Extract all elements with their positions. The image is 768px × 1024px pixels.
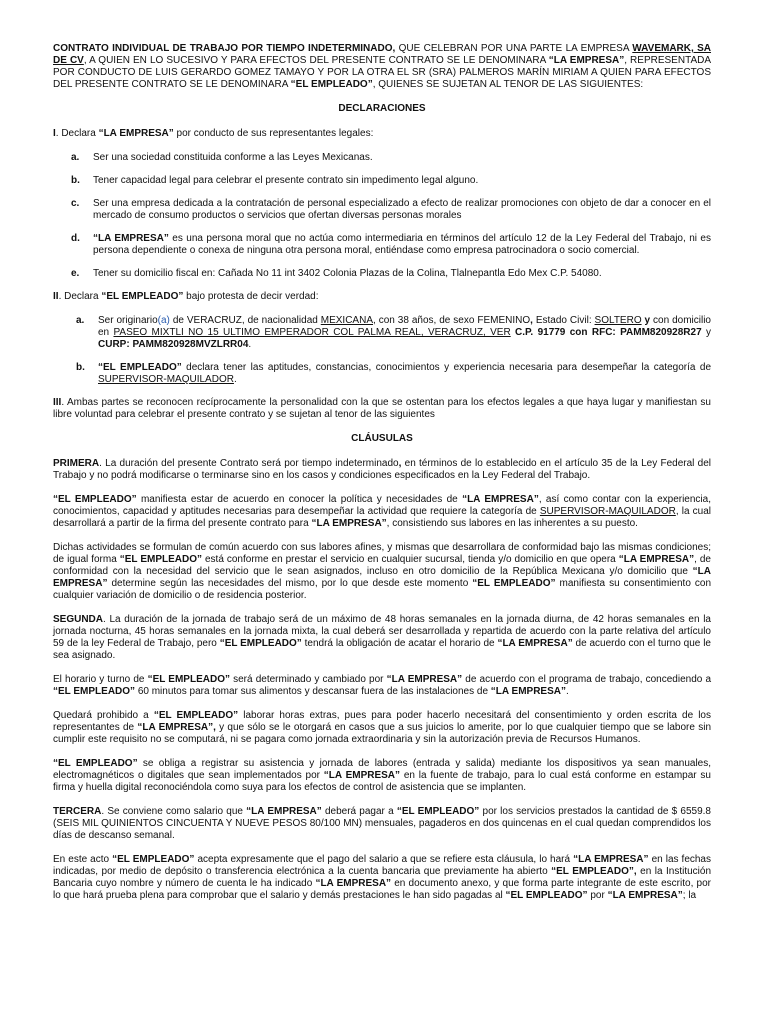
job-category: SUPERVISOR-MAQUILADOR — [98, 374, 234, 385]
conjunction-2: y — [701, 327, 711, 338]
curp: CURP: PAMM820928MVZLRR04 — [98, 339, 249, 350]
la-empresa: “LA EMPRESA” — [323, 770, 401, 781]
declaration-1-item-e — [53, 268, 711, 280]
item-text — [98, 362, 711, 386]
declaration-1-text-1: . Declara — [55, 128, 99, 139]
text: ; la — [682, 890, 697, 901]
clause-tercera — [53, 806, 711, 842]
declaration-1-item-c — [53, 198, 711, 222]
text: . La duración de la jornada de trabajo será de un máximo de 48 horas semanales en la jornada diurna, de 42 horas semanales en la jornada nocturna, 45 horas semanales en la jornada mixta, la cual deberá ser desarrollada y repartida de acuerdo con la parte relativa del artículo 59 de la ley Federal de Trabajo, pero — [53, 614, 711, 649]
comma: , — [398, 458, 402, 469]
paragraph-en-este-acto — [53, 854, 711, 902]
item-rest: declara tener las aptitudes, constancias, conocimientos y experiencia necesaria para desempeñar la categoría de — [181, 362, 712, 373]
declaration-3-number: III — [53, 397, 62, 408]
job-category: SUPERVISOR-MAQUILADOR — [539, 506, 676, 517]
declaration-2-item-b — [53, 362, 711, 386]
state-text: de VERACRUZ, de nacionalidad — [169, 315, 321, 326]
text: Dichas actividades se formulan de común acuerdo con sus labores afines, y mismas que desarrollara de conformidad bajo las mismas condiciones; de igual forma — [53, 542, 711, 565]
la-empresa: “LA EMPRESA” — [246, 806, 322, 817]
item-text: Ser una empresa dedicada a la contratación de personal especializado a efecto de realizar promociones con objeto de dar a conocer en el mercado de consumo productos o servicios que ofertan diversas personas morales — [93, 198, 711, 221]
postal-rfc: C.P. 91779 con RFC: PAMM820928R27 — [510, 327, 702, 338]
declaration-3-text: . Ambas partes se reconocen recíprocamente la personalidad con la que se ostentan para los efectos legales a que haya lugar y manifiestan su libre voluntad para celebrar el presente contrato y se sujetan al tenor de las siguientes — [53, 397, 711, 420]
intro-text-4: , QUIENES SE SUJETAN AL TENOR DE LAS SIGUIENTES: — [372, 79, 644, 90]
el-empleado: “EL EMPLEADO”, — [551, 866, 637, 877]
item-text: Tener capacidad legal para celebrar el presente contrato sin impedimento legal alguno. — [93, 175, 479, 186]
text: de acuerdo con el programa de trabajo, concediendo a — [462, 674, 712, 685]
item-text — [93, 233, 711, 257]
item-letter: b. — [71, 175, 80, 186]
el-empleado: “EL EMPLEADO” — [396, 806, 480, 817]
el-empleado: “EL EMPLEADO” — [147, 674, 230, 685]
text: tendrá la obligación de acatar el horario de — [301, 638, 498, 649]
el-empleado: “EL EMPLEADO” — [505, 890, 588, 901]
declaration-1-la-empresa: “LA EMPRESA” — [98, 128, 174, 139]
text: manifiesta su consentimiento con cualquier variación de domicilio o de residencia posterior. — [53, 578, 712, 601]
comma: , — [530, 315, 533, 326]
item-bold: “LA EMPRESA” — [93, 233, 169, 244]
text: está conforme en prestar el servicio en cualquier sucursal, tienda y/o domicilio en que opera — [202, 554, 619, 565]
clause-label: SEGUNDA — [53, 614, 104, 625]
declaration-1-text-2: por conducto de sus representantes legales: — [173, 128, 374, 139]
text: . Se conviene como salario que — [101, 806, 247, 817]
paragraph-dichas — [53, 542, 711, 602]
text: en la fuente de trabajo, para lo cual está conforme en estampar su firma y huella digital reconociéndola como suya para los efectos de control de asistencia que se implanten. — [53, 770, 711, 793]
text: por — [587, 890, 608, 901]
el-empleado: “EL EMPLEADO” — [53, 686, 136, 697]
text: Quedará prohibido a — [53, 710, 154, 721]
period: . — [233, 374, 237, 385]
declaration-3 — [53, 397, 711, 421]
declaration-1 — [53, 128, 711, 140]
declaration-1-number: I — [53, 128, 56, 139]
text: determine según las necesidades del mismo, por lo que desde este momento — [107, 578, 473, 589]
item-letter: e. — [71, 268, 80, 279]
la-empresa: “LA EMPRESA” — [490, 686, 566, 697]
item-letter: c. — [71, 198, 80, 209]
text: y que sólo se le otorgará en casos que a sus juicios lo amerite, por lo que cualquier tiempo que se labore sin cumplir este requisito no se computará, ni se pagara como jornada extraordinaria y sin la autorización previa de Recursos Humanos. — [53, 722, 712, 745]
text: El horario y turno de — [53, 674, 148, 685]
item-letter: b. — [76, 362, 85, 373]
text: 60 minutos para tomar sus alimentos y descansar fuera de las instalaciones de — [135, 686, 491, 697]
declaration-1-item-b — [53, 175, 711, 187]
la-empresa: “LA EMPRESA” — [607, 890, 683, 901]
item-letter: a. — [71, 152, 80, 163]
el-empleado: “EL EMPLEADO” — [153, 710, 239, 721]
text: laborar horas extras, pues para poder hacerlo necesitará del consentimiento y orden escrita de los representantes de — [53, 710, 711, 733]
la-empresa: “LA EMPRESA” — [386, 674, 463, 685]
text: en la Institución Bancaria cuyo nombre y número de cuenta le ha indicado — [53, 866, 712, 889]
clause-label: TERCERA — [53, 806, 102, 817]
civil-status: SOLTERO — [594, 315, 642, 326]
contract-title: CONTRATO INDIVIDUAL DE TRABAJO POR TIEMPO INDETERMINADO, — [53, 43, 396, 54]
declaration-1-item-a — [53, 152, 711, 164]
text: se obliga a registrar su asistencia y jornada de labores (entrada y salida) mediante los dispositivos ya sean manuales, electromagnéticos o digitales que sean implementados por — [53, 758, 712, 781]
text: de acuerdo con el turno que le sea asignado. — [53, 638, 711, 661]
paragraph-horario — [53, 674, 711, 698]
la-empresa: “LA EMPRESA” — [315, 878, 392, 889]
el-empleado: “EL EMPLEADO” — [53, 494, 137, 505]
declaration-2-text-2: bajo protesta de decir verdad: — [183, 291, 319, 302]
text: , consistiendo sus labores en las inherentes a su puesto. — [386, 518, 638, 529]
item-text: Ser una sociedad constituida conforme a las Leyes Mexicanas. — [93, 152, 373, 163]
text: , de conformidad con la necesidad del servicio que le sean asignados, incluso en otro domicilio de la República Mexicana y/o domicilio que — [53, 554, 711, 577]
declaration-1-item-d — [53, 233, 711, 257]
intro-text-2: , A QUIEN EN LO SUCESIVO Y PARA EFECTOS DEL PRESENTE CONTRATO SE LE DENOMINARA — [83, 55, 549, 66]
text: en documento anexo, y que forma parte integrante de este escrito, por lo que hará prueba plena para comprobar que el salario y demás prestaciones le han sido pagadas al — [53, 878, 711, 901]
clause-text-2: en términos de lo establecido en el artículo 35 de la Ley Federal del Trabajo y no podrá modificarse o terminarse sino en los casos y condiciones especificados en la Ley Federal del Trabajo. — [53, 458, 711, 481]
la-empresa: “LA EMPRESA” — [311, 518, 387, 529]
el-empleado: “EL EMPLEADO” — [53, 758, 138, 769]
text: En este acto — [53, 854, 113, 865]
clause-segunda — [53, 614, 711, 662]
la-empresa: “LA EMPRESA” — [618, 554, 695, 565]
item-text: Tener su domicilio fiscal en: Cañada No 11 int 3402 Colonia Plazas de la Colina, Tlalnepantla Edo Mex C.P. 54080. — [93, 268, 602, 279]
declaration-2-item-a — [53, 315, 711, 351]
intro-text-1: QUE CELEBRAN POR UNA PARTE LA EMPRESA — [395, 43, 633, 54]
item-text — [98, 315, 711, 351]
text: . — [566, 686, 569, 697]
gender-marker: (a) — [157, 315, 170, 326]
la-empresa: “LA EMPRESA”, — [137, 722, 216, 733]
company-name: WAVEMARK, SA DE CV — [53, 43, 712, 66]
declaration-2 — [53, 291, 711, 303]
intro-paragraph — [53, 43, 711, 91]
el-empleado: “EL EMPLEADO” — [219, 638, 302, 649]
text: acepta expresamente que el pago del salario a que se refiere esta cláusula, lo hará — [194, 854, 574, 865]
item-letter: a. — [76, 315, 85, 326]
address: PASEO MIXTLI NO 15 ULTIMO EMPERADOR COL PALMA REAL, VERACRUZ, VER — [113, 327, 511, 338]
declaration-2-text-1: . Declara — [58, 291, 102, 302]
item-rest: es una persona moral que no actúa como intermediaria en términos del artículo 12 de la Ley Federal del Trabajo, ni es persona dependiente o conexa de ninguna otra persona moral, entiéndase como empresa patrocinadora o socio comercial. — [93, 233, 711, 256]
la-empresa: “LA EMPRESA” — [573, 854, 649, 865]
intro-el-empleado: “EL EMPLEADO” — [290, 79, 373, 90]
paragraph-quedara — [53, 710, 711, 746]
item-bold: “EL EMPLEADO” — [98, 362, 182, 373]
heading-clausulas: CLÁUSULAS — [351, 433, 413, 444]
la-empresa: “LA EMPRESA” — [53, 566, 711, 589]
el-empleado: “EL EMPLEADO” — [472, 578, 556, 589]
la-empresa: “LA EMPRESA” — [462, 494, 539, 505]
text: deberá pagar a — [321, 806, 397, 817]
text: manifiesta estar de acuerdo en conocer la política y necesidades de — [136, 494, 463, 505]
declaration-2-number: II — [53, 291, 59, 302]
intro-la-empresa: “LA EMPRESA” — [548, 55, 625, 66]
la-empresa: “LA EMPRESA” — [497, 638, 573, 649]
clause-label: PRIMERA — [53, 458, 100, 469]
heading-declaraciones: DECLARACIONES — [338, 103, 426, 114]
paragraph-obliga — [53, 758, 711, 794]
clause-primera — [53, 458, 711, 482]
text: en las fechas indicadas, por medio de depósito o transferencia electrónica a la cuenta bancaria que previamente ha abierto — [53, 854, 711, 877]
el-empleado: “EL EMPLEADO” — [119, 554, 202, 565]
text: , la cual desarrollará a partir de la firma del presente contrato para — [53, 506, 711, 529]
text: , así como contar con la experiencia, conocimientos, capacidad y aptitudes necesarias para desempeñar la actividad que requiere la categoría de — [53, 494, 711, 517]
declaration-2-el-empleado: “EL EMPLEADO” — [101, 291, 184, 302]
item-letter: d. — [71, 233, 80, 244]
clause-text-1: . La duración del presente Contrato será por tiempo indeterminado — [99, 458, 399, 469]
paragraph-manifiesta — [53, 494, 711, 530]
origin-text: Ser originario — [98, 315, 158, 326]
el-empleado: “EL EMPLEADO” — [112, 854, 195, 865]
text: será determinado y cambiado por — [229, 674, 387, 685]
age-sex-text: , con 38 años, de sexo FEMENINO — [373, 315, 531, 326]
intro-text-3: , REPRESENTADA POR CONDUCTO DE LUIS GERARDO GOMEZ TAMAYO Y POR LA OTRA EL SR (SRA) PALMEROS MARÍN MIRIAM A QUIEN PARA EFECTOS DEL PRESENTE CONTRATO SE LE DENOMINARA — [53, 55, 712, 90]
text: por los servicios prestados la cantidad de $ 6559.8 (SEIS MIL QUINIENTOS CINCUENTA Y NUEVE PESOS 80/100 MN) mensuales, pagaderos en dos quincenas en el cual quedan comprendidos los días de descanso semanal. — [53, 806, 711, 841]
period: . — [248, 339, 252, 350]
address-label: con domicilio en — [98, 315, 711, 338]
conjunction: y — [641, 315, 651, 326]
nationality: MEXICANA — [320, 315, 373, 326]
civil-label: Estado Civil: — [532, 315, 595, 326]
